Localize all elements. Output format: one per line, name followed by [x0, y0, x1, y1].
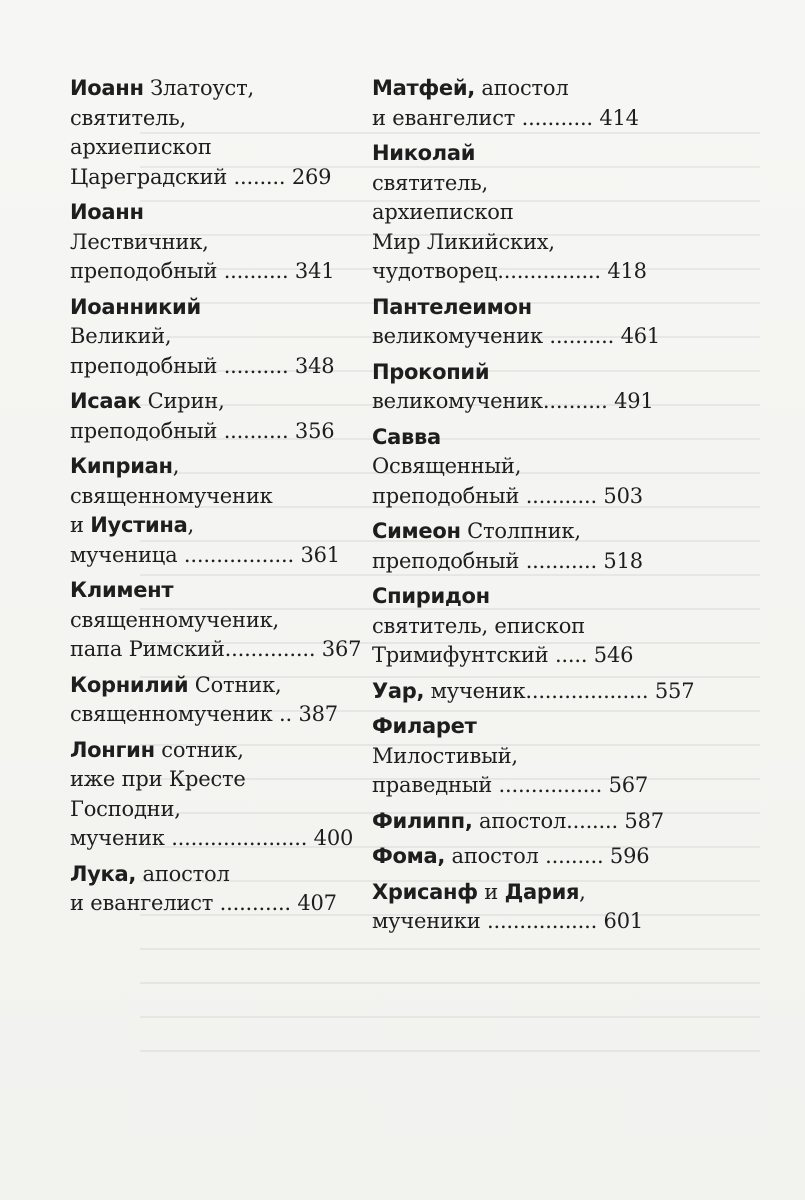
index-entry-line — [372, 612, 634, 642]
entry-text: чудотворец................ 418 — [372, 259, 647, 283]
entry-text: , — [172, 454, 180, 478]
saint-name: Филарет — [372, 714, 477, 738]
index-entry-line — [372, 293, 634, 323]
index-entry-line — [70, 860, 332, 890]
index-entry-line — [372, 257, 647, 287]
entry-text: святитель, — [372, 170, 488, 195]
index-entry — [70, 860, 337, 919]
index-entry — [70, 452, 340, 570]
entry-text: Милостивый, — [372, 743, 518, 768]
index-entry-line — [70, 133, 332, 163]
entry-text: и евангелист ........... 414 — [372, 105, 639, 130]
saint-name: Савва — [372, 424, 441, 449]
saint-name: Климент — [70, 578, 174, 602]
index-entry-line — [70, 104, 332, 134]
index-entry-line — [372, 198, 634, 228]
index-entry-line — [70, 482, 332, 512]
entry-text: Сотник, — [188, 672, 282, 697]
index-entry — [372, 677, 695, 707]
index-entry-line — [70, 889, 337, 919]
index-entry-line — [372, 677, 695, 707]
entry-text: Златоуст, — [143, 76, 254, 100]
entry-text: мученики ................. 601 — [372, 909, 644, 933]
index-entry-line — [372, 74, 634, 104]
index-entry-line — [372, 482, 643, 512]
saint-name: Корнилий — [70, 672, 189, 697]
entry-text: сотник, — [154, 737, 244, 762]
index-entry — [372, 293, 661, 352]
index-entry-line — [70, 293, 332, 323]
entry-text: мученица ................. 361 — [70, 542, 340, 567]
index-entry — [70, 736, 354, 854]
index-entry-line — [70, 257, 335, 287]
entry-text: преподобный .......... 356 — [70, 418, 335, 443]
index-entry — [372, 878, 644, 937]
entry-text: великомученик.......... 491 — [372, 389, 654, 413]
index-entry-line — [372, 641, 634, 671]
saint-name: Николай — [372, 141, 476, 165]
entry-text: апостол — [474, 76, 569, 100]
entry-text: и — [477, 879, 505, 904]
index-entry-line — [70, 824, 354, 854]
index-entry-line — [372, 228, 634, 258]
index-column-left — [70, 74, 362, 925]
entry-text: преподобный ........... 503 — [372, 483, 643, 508]
index-entry — [372, 842, 650, 872]
index-entry-line — [372, 452, 634, 482]
entry-text: Тримифунтский ..... 546 — [372, 643, 634, 667]
index-entry-line — [372, 842, 650, 872]
entry-text: священномученик, — [70, 607, 280, 632]
index-entry — [70, 293, 335, 382]
index-entry — [70, 576, 362, 665]
index-entry-line — [70, 606, 332, 636]
index-entry-line — [70, 452, 332, 482]
saint-name: Матфей, — [372, 76, 475, 100]
entry-text: Великий, — [70, 324, 172, 348]
entry-text: иже при Кресте — [70, 767, 246, 791]
entry-text: апостол — [136, 861, 230, 886]
entry-text: апостол........ 587 — [472, 808, 664, 833]
index-entry-line — [70, 352, 335, 382]
index-entry-line — [70, 541, 340, 571]
entry-text: преподобный .......... 348 — [70, 353, 335, 378]
index-entry — [372, 582, 634, 671]
index-entry-line — [70, 795, 332, 825]
entry-text: , — [579, 879, 586, 904]
index-entry-line — [70, 163, 332, 193]
entry-text: , — [187, 513, 194, 537]
saint-name: Иоанн — [70, 200, 144, 224]
index-entry-line — [70, 387, 332, 417]
entry-text: преподобный ........... 518 — [372, 548, 643, 573]
index-entry-line — [372, 517, 634, 547]
entry-text: святитель, епископ — [372, 613, 585, 638]
saint-name: Иоанникий — [70, 294, 201, 319]
saint-name: Прокопий — [372, 359, 490, 384]
entry-text: архиепископ — [70, 135, 212, 159]
index-entry-line — [372, 423, 634, 453]
index-entry-line — [372, 104, 639, 134]
saint-name: Спиридон — [372, 584, 490, 608]
index-entry-line — [70, 576, 332, 606]
index-entry-line — [372, 139, 634, 169]
index-entry-line — [372, 771, 649, 801]
entry-text: священномученик .. 387 — [70, 702, 338, 726]
entry-text: Сирин, — [141, 389, 225, 413]
entry-text: святитель, — [70, 105, 186, 130]
index-entry-line — [70, 228, 332, 258]
entry-text: мученик................... 557 — [424, 678, 695, 703]
entry-text: и — [70, 513, 91, 537]
index-entry-line — [372, 169, 634, 199]
index-entry-line — [70, 74, 332, 104]
index-entry-line — [70, 511, 332, 541]
index-entry — [70, 387, 335, 446]
index-entry-line — [70, 736, 332, 766]
index-entry — [372, 139, 647, 287]
index-entry-line — [70, 322, 332, 352]
index-entry-line — [70, 635, 362, 665]
saint-name: Хрисанф — [372, 879, 478, 904]
index-entry — [372, 423, 643, 512]
index-entry-line — [70, 700, 338, 730]
saint-name: Уар, — [372, 678, 425, 703]
index-entry-line — [70, 671, 332, 701]
saint-name: Исаак — [70, 389, 142, 413]
index-entry-line — [372, 742, 634, 772]
entry-text: папа Римский.............. 367 — [70, 637, 362, 661]
index-entry-line — [70, 198, 332, 228]
index-entry — [70, 198, 335, 287]
saint-name: Дария — [504, 879, 580, 904]
entry-text: Лествичник, — [70, 229, 209, 254]
index-entry — [372, 358, 654, 417]
saint-name: Иоанн — [70, 76, 144, 100]
index-entry-line — [372, 358, 634, 388]
saint-name: Фома, — [372, 844, 446, 868]
entry-text: великомученик .......... 461 — [372, 324, 661, 348]
index-entry-line — [372, 878, 634, 908]
entry-text: апостол ......... 596 — [445, 844, 650, 868]
index-entry — [372, 807, 664, 837]
entry-text: и евангелист ........... 407 — [70, 891, 337, 915]
index-entry-line — [372, 807, 664, 837]
index-entry — [372, 517, 643, 576]
index-entry — [70, 671, 338, 730]
entry-text: Мир Ликийских, — [372, 229, 555, 254]
index-column-right — [372, 74, 695, 943]
entry-text: праведный ................ 567 — [372, 773, 649, 797]
saint-name: Лонгин — [70, 737, 155, 762]
index-entry — [372, 74, 639, 133]
saint-name: Иустина — [90, 513, 188, 537]
index-entry-line — [372, 712, 634, 742]
index-entry — [372, 712, 649, 801]
index-entry — [70, 74, 332, 192]
entry-text: священномученик — [70, 483, 273, 508]
saint-name: Пантелеимон — [372, 294, 532, 319]
entry-text: преподобный .......... 341 — [70, 259, 335, 283]
index-entry-line — [372, 582, 634, 612]
index-entry-line — [372, 547, 643, 577]
saint-name: Филипп, — [372, 808, 473, 833]
saint-name: Симеон — [372, 519, 461, 543]
entry-text: архиепископ — [372, 200, 514, 224]
index-entry-line — [70, 417, 335, 447]
saint-name: Лука, — [70, 861, 137, 886]
index-entry-line — [372, 387, 654, 417]
entry-text: Цареградский ........ 269 — [70, 164, 332, 189]
index-entry-line — [372, 907, 644, 937]
index-entry-line — [372, 322, 661, 352]
entry-text: мученик ..................... 400 — [70, 826, 354, 850]
entry-text: Господни, — [70, 796, 181, 821]
saint-name: Киприан — [70, 454, 173, 478]
entry-text: Столпник, — [460, 519, 581, 543]
entry-text: Освященный, — [372, 454, 522, 478]
index-entry-line — [70, 765, 332, 795]
